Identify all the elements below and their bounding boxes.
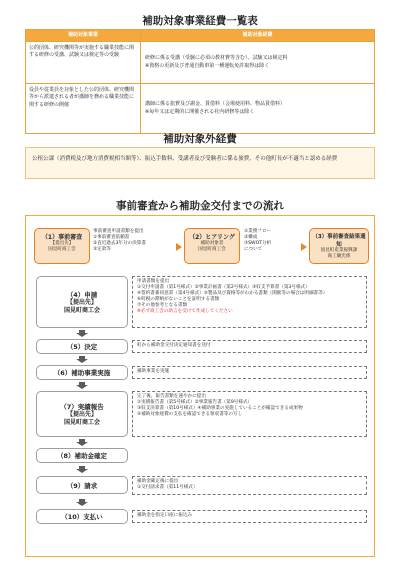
step7-box bbox=[36, 391, 128, 437]
step4-label: （4）申請 bbox=[66, 290, 98, 299]
step2-note bbox=[244, 229, 300, 253]
step2-note-line: について bbox=[244, 247, 263, 252]
outside-expense-box: 公租公課（消費税及び地方消費税相当額等）、振込手数料、受講者及び受験者に係る旅費、その他町長が不適当と認める経費 bbox=[25, 147, 375, 179]
step4-sub2: 国見町商工会 bbox=[63, 306, 100, 314]
row2-expense-line1: 講師に係る旅費及び謝金、賃借料（会場使用料、物品賃借料） bbox=[145, 101, 286, 108]
step6-box bbox=[36, 365, 128, 380]
step1-sub1: 【提出先】 bbox=[50, 241, 74, 246]
step2-sub1: 補助対象者 bbox=[200, 241, 224, 246]
step9-note-line: 補助金確定後に提出 bbox=[137, 479, 179, 484]
step10-label: （10）支払い bbox=[61, 513, 103, 521]
table-header bbox=[26, 30, 374, 41]
step3-box bbox=[309, 228, 369, 264]
step9-label: （9）請求 bbox=[66, 481, 98, 490]
step4-note-line: ⑦その他参考となる書類 bbox=[137, 303, 188, 308]
step2-box bbox=[184, 228, 240, 264]
step7-note-line: ①実績報告書（第5号様式）②事業報告書（第9号様式） bbox=[137, 400, 253, 405]
step5-box bbox=[36, 339, 128, 354]
step4-note-line: 申請書類を提出 bbox=[137, 279, 170, 284]
step1-label: （1）事前審査 bbox=[41, 234, 83, 241]
step5-note: 町から補助金交付決定通知書を送付 bbox=[132, 340, 367, 353]
arrow-right-icon bbox=[301, 243, 307, 251]
header-expense: 補助対象経費 bbox=[242, 31, 273, 38]
arrow-down-icon bbox=[75, 466, 89, 473]
step6-label: （6）補助事業実施 bbox=[53, 369, 111, 377]
step7-note bbox=[132, 391, 367, 437]
step1-sub2: 国見町商工会 bbox=[48, 247, 76, 252]
step4-warning: ※必ず商工会の助言を受けて作成してください bbox=[137, 309, 233, 314]
step9-box bbox=[36, 476, 128, 494]
step3-label: （3）事前審査結果通知 bbox=[312, 234, 366, 248]
table-row bbox=[26, 41, 374, 83]
step2-label: （2）ヒアリング bbox=[189, 234, 235, 241]
row1-expense bbox=[141, 42, 374, 83]
step1-note-line: 事前審査申請書類を提出 bbox=[93, 229, 144, 234]
step10-note: 補助金を指定口座に振込み bbox=[132, 510, 367, 523]
row1-business: 公的団体、研究機関等が実施する職業技能に関する研修の受講、試験又は検定等の受験 bbox=[26, 42, 141, 83]
title-outside-expense: 補助対象外経費 bbox=[163, 133, 237, 145]
step7-sub2: 国見町商工会 bbox=[63, 418, 100, 426]
step9-note-line: ①交付請求書（第11号様式） bbox=[137, 485, 198, 490]
step7-note-line: ⑤補助対象経費の支払を確認できる領収書等の写し bbox=[137, 412, 243, 417]
step10-box bbox=[36, 509, 128, 524]
arrow-right-icon bbox=[176, 243, 182, 251]
step7-note-line: 完了後、報告書類を速やかに提出 bbox=[137, 394, 206, 399]
step1-note-line: ②直近過去3年分の決算書 bbox=[93, 241, 146, 246]
step7-note-line: ③収支決算書（第10号様式）④補助事業の実施していることが確認できる成果物 bbox=[137, 406, 303, 411]
title-flow: 事前審査から補助金交付までの流れ bbox=[116, 200, 284, 212]
step1-note-line: ①事前審査依頼書 bbox=[93, 235, 130, 240]
step5-label: （5）決定 bbox=[66, 343, 98, 351]
step2-sub2: 国見町商工会 bbox=[198, 247, 226, 252]
arrow-down-icon bbox=[75, 330, 89, 337]
step4-sub1: 【提出先】 bbox=[66, 298, 97, 306]
step3-sub2: 商工観光係 bbox=[327, 254, 351, 259]
step4-note-line: ④誓約書兼同意書（第4号様式）⑤製品及び資格等がわかる書類（開催等の場合は明細書等） bbox=[137, 291, 328, 296]
flow-panel bbox=[25, 215, 375, 557]
step8-label: （8）補助金確定 bbox=[56, 452, 108, 460]
row2-business: 役員や従業員を対象とした公的団体、研究機関等から派遣される者が講師を務める職業技能に関する研修の開催 bbox=[26, 84, 141, 133]
step4-note-line: ①交付申請書（第1号様式）②事業計画書（第2号様式）③収支予算書（第3号様式） bbox=[137, 285, 310, 290]
arrow-down-icon bbox=[75, 499, 89, 506]
row2-expense-line2: ※毎年又は定期的に開催される社内研修等は除く bbox=[145, 108, 255, 115]
step7-sub1: 【提出先】 bbox=[66, 410, 97, 418]
step7-label: （7）実績報告 bbox=[60, 402, 104, 411]
table-row bbox=[26, 83, 374, 133]
arrow-down-icon bbox=[75, 356, 89, 363]
step4-box bbox=[36, 276, 128, 328]
step4-note bbox=[132, 276, 367, 328]
expense-table bbox=[25, 29, 375, 134]
arrow-down-icon bbox=[75, 382, 89, 389]
row1-expense-line2: ※資格の更新及び普通自動車第一種運転免許取得は除く bbox=[145, 62, 270, 69]
step4-note-line: ⑥町税の滞納がないことを証明する書類 bbox=[137, 297, 220, 302]
header-business: 補助対象事業 bbox=[26, 30, 141, 41]
step8-box bbox=[36, 448, 128, 463]
step2-note-line: ③SWOT分析 bbox=[244, 241, 272, 246]
row1-expense-line1: 研修に係る受講（受験に必須の教材費等含む）、試験又は検定料 bbox=[145, 55, 288, 62]
row2-expense bbox=[141, 84, 374, 133]
step9-note bbox=[132, 476, 367, 495]
step2-note-line: ①業務フロー bbox=[244, 229, 272, 234]
step6-note: 補助事業を実施 bbox=[132, 366, 367, 379]
title-expense-list: 補助対象事業経費一覧表 bbox=[142, 15, 258, 27]
arrow-down-icon bbox=[75, 439, 89, 446]
step1-note-line: ③定款等 bbox=[93, 247, 111, 252]
step1-note bbox=[93, 229, 183, 253]
step1-box bbox=[34, 228, 90, 264]
step3-sub1: 国見町産業振興課 bbox=[320, 248, 358, 253]
step2-note-line: ②構成 bbox=[244, 235, 258, 240]
